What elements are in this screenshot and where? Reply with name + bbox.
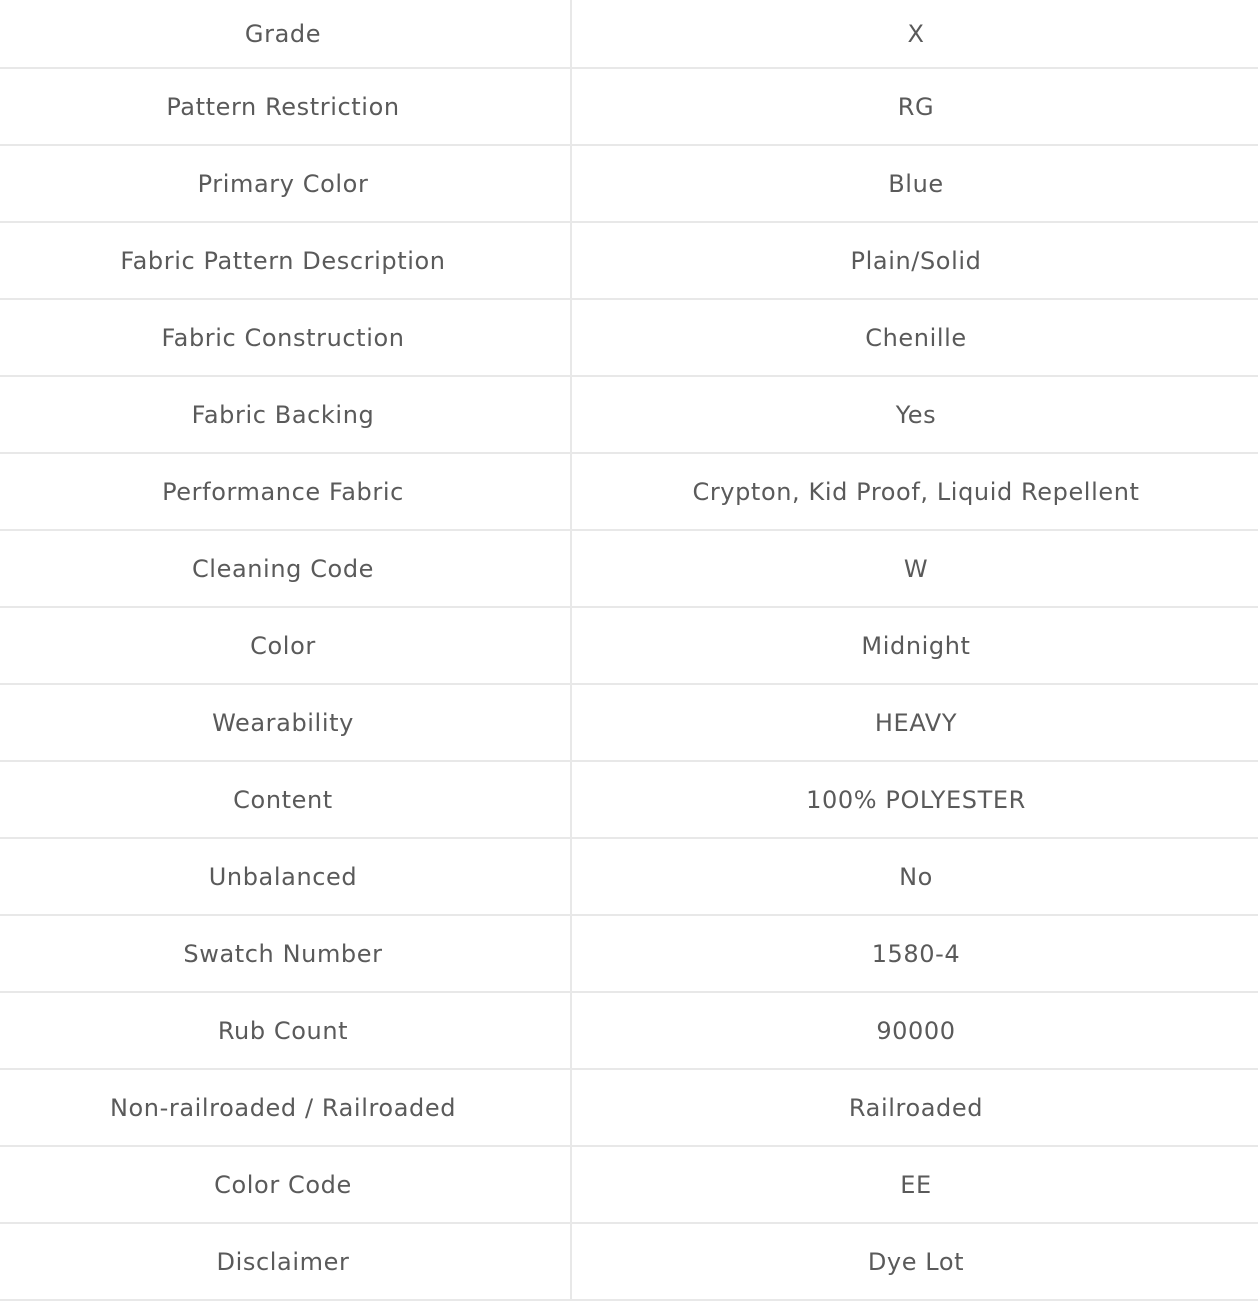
spec-value: Railroaded bbox=[848, 1093, 984, 1122]
spec-row-color-code bbox=[0, 1146, 1258, 1223]
spec-value: Crypton, Kid Proof, Liquid Repellent bbox=[692, 477, 1140, 506]
spec-label: Color Code bbox=[0, 1146, 571, 1223]
spec-row-unbalanced bbox=[0, 838, 1258, 915]
spec-row-content bbox=[0, 761, 1258, 838]
spec-value: Chenille bbox=[865, 323, 967, 352]
spec-label: Content bbox=[0, 761, 571, 838]
spec-value: EE bbox=[900, 1170, 932, 1199]
spec-value: Yes bbox=[895, 400, 937, 429]
spec-label: Disclaimer bbox=[0, 1223, 571, 1300]
spec-value: Dye Lot bbox=[867, 1247, 965, 1276]
spec-label: Grade bbox=[0, 0, 571, 68]
spec-value: 1580-4 bbox=[871, 939, 961, 968]
spec-row-cleaning-code bbox=[0, 530, 1258, 607]
spec-row-swatch-number bbox=[0, 915, 1258, 992]
spec-value: Blue bbox=[888, 169, 944, 198]
spec-label: Fabric Construction bbox=[0, 299, 571, 376]
spec-label: Cleaning Code bbox=[0, 530, 571, 607]
spec-label: Performance Fabric bbox=[0, 453, 571, 530]
spec-value: X bbox=[907, 19, 925, 48]
spec-row-pattern-restriction bbox=[0, 68, 1258, 145]
spec-value: Midnight bbox=[861, 631, 971, 660]
spec-row-fabric-construction bbox=[0, 299, 1258, 376]
spec-row-wearability bbox=[0, 684, 1258, 761]
spec-label: Non-railroaded / Railroaded bbox=[0, 1069, 571, 1146]
spec-label: Unbalanced bbox=[0, 838, 571, 915]
spec-label: Color bbox=[0, 607, 571, 684]
spec-row-fabric-pattern-description bbox=[0, 222, 1258, 299]
spec-label: Rub Count bbox=[0, 992, 571, 1069]
spec-row-grade bbox=[0, 0, 1258, 68]
spec-label: Primary Color bbox=[0, 145, 571, 222]
spec-value: 90000 bbox=[876, 1016, 956, 1045]
spec-label: Fabric Pattern Description bbox=[0, 222, 571, 299]
spec-row-color bbox=[0, 607, 1258, 684]
spec-value: 100% POLYESTER bbox=[806, 785, 1026, 814]
spec-value: RG bbox=[897, 92, 935, 121]
spec-label: Pattern Restriction bbox=[0, 68, 571, 145]
spec-label: Fabric Backing bbox=[0, 376, 571, 453]
spec-row-performance-fabric bbox=[0, 453, 1258, 530]
spec-label: Swatch Number bbox=[0, 915, 571, 992]
spec-value: W bbox=[903, 554, 929, 583]
spec-row-disclaimer bbox=[0, 1223, 1258, 1300]
spec-row-fabric-backing bbox=[0, 376, 1258, 453]
spec-value: HEAVY bbox=[874, 708, 958, 737]
spec-label: Wearability bbox=[0, 684, 571, 761]
spec-row-rub-count bbox=[0, 992, 1258, 1069]
spec-value: No bbox=[899, 862, 933, 891]
spec-row-primary-color bbox=[0, 145, 1258, 222]
spec-row-railroaded bbox=[0, 1069, 1258, 1146]
spec-value: Plain/Solid bbox=[850, 246, 982, 275]
